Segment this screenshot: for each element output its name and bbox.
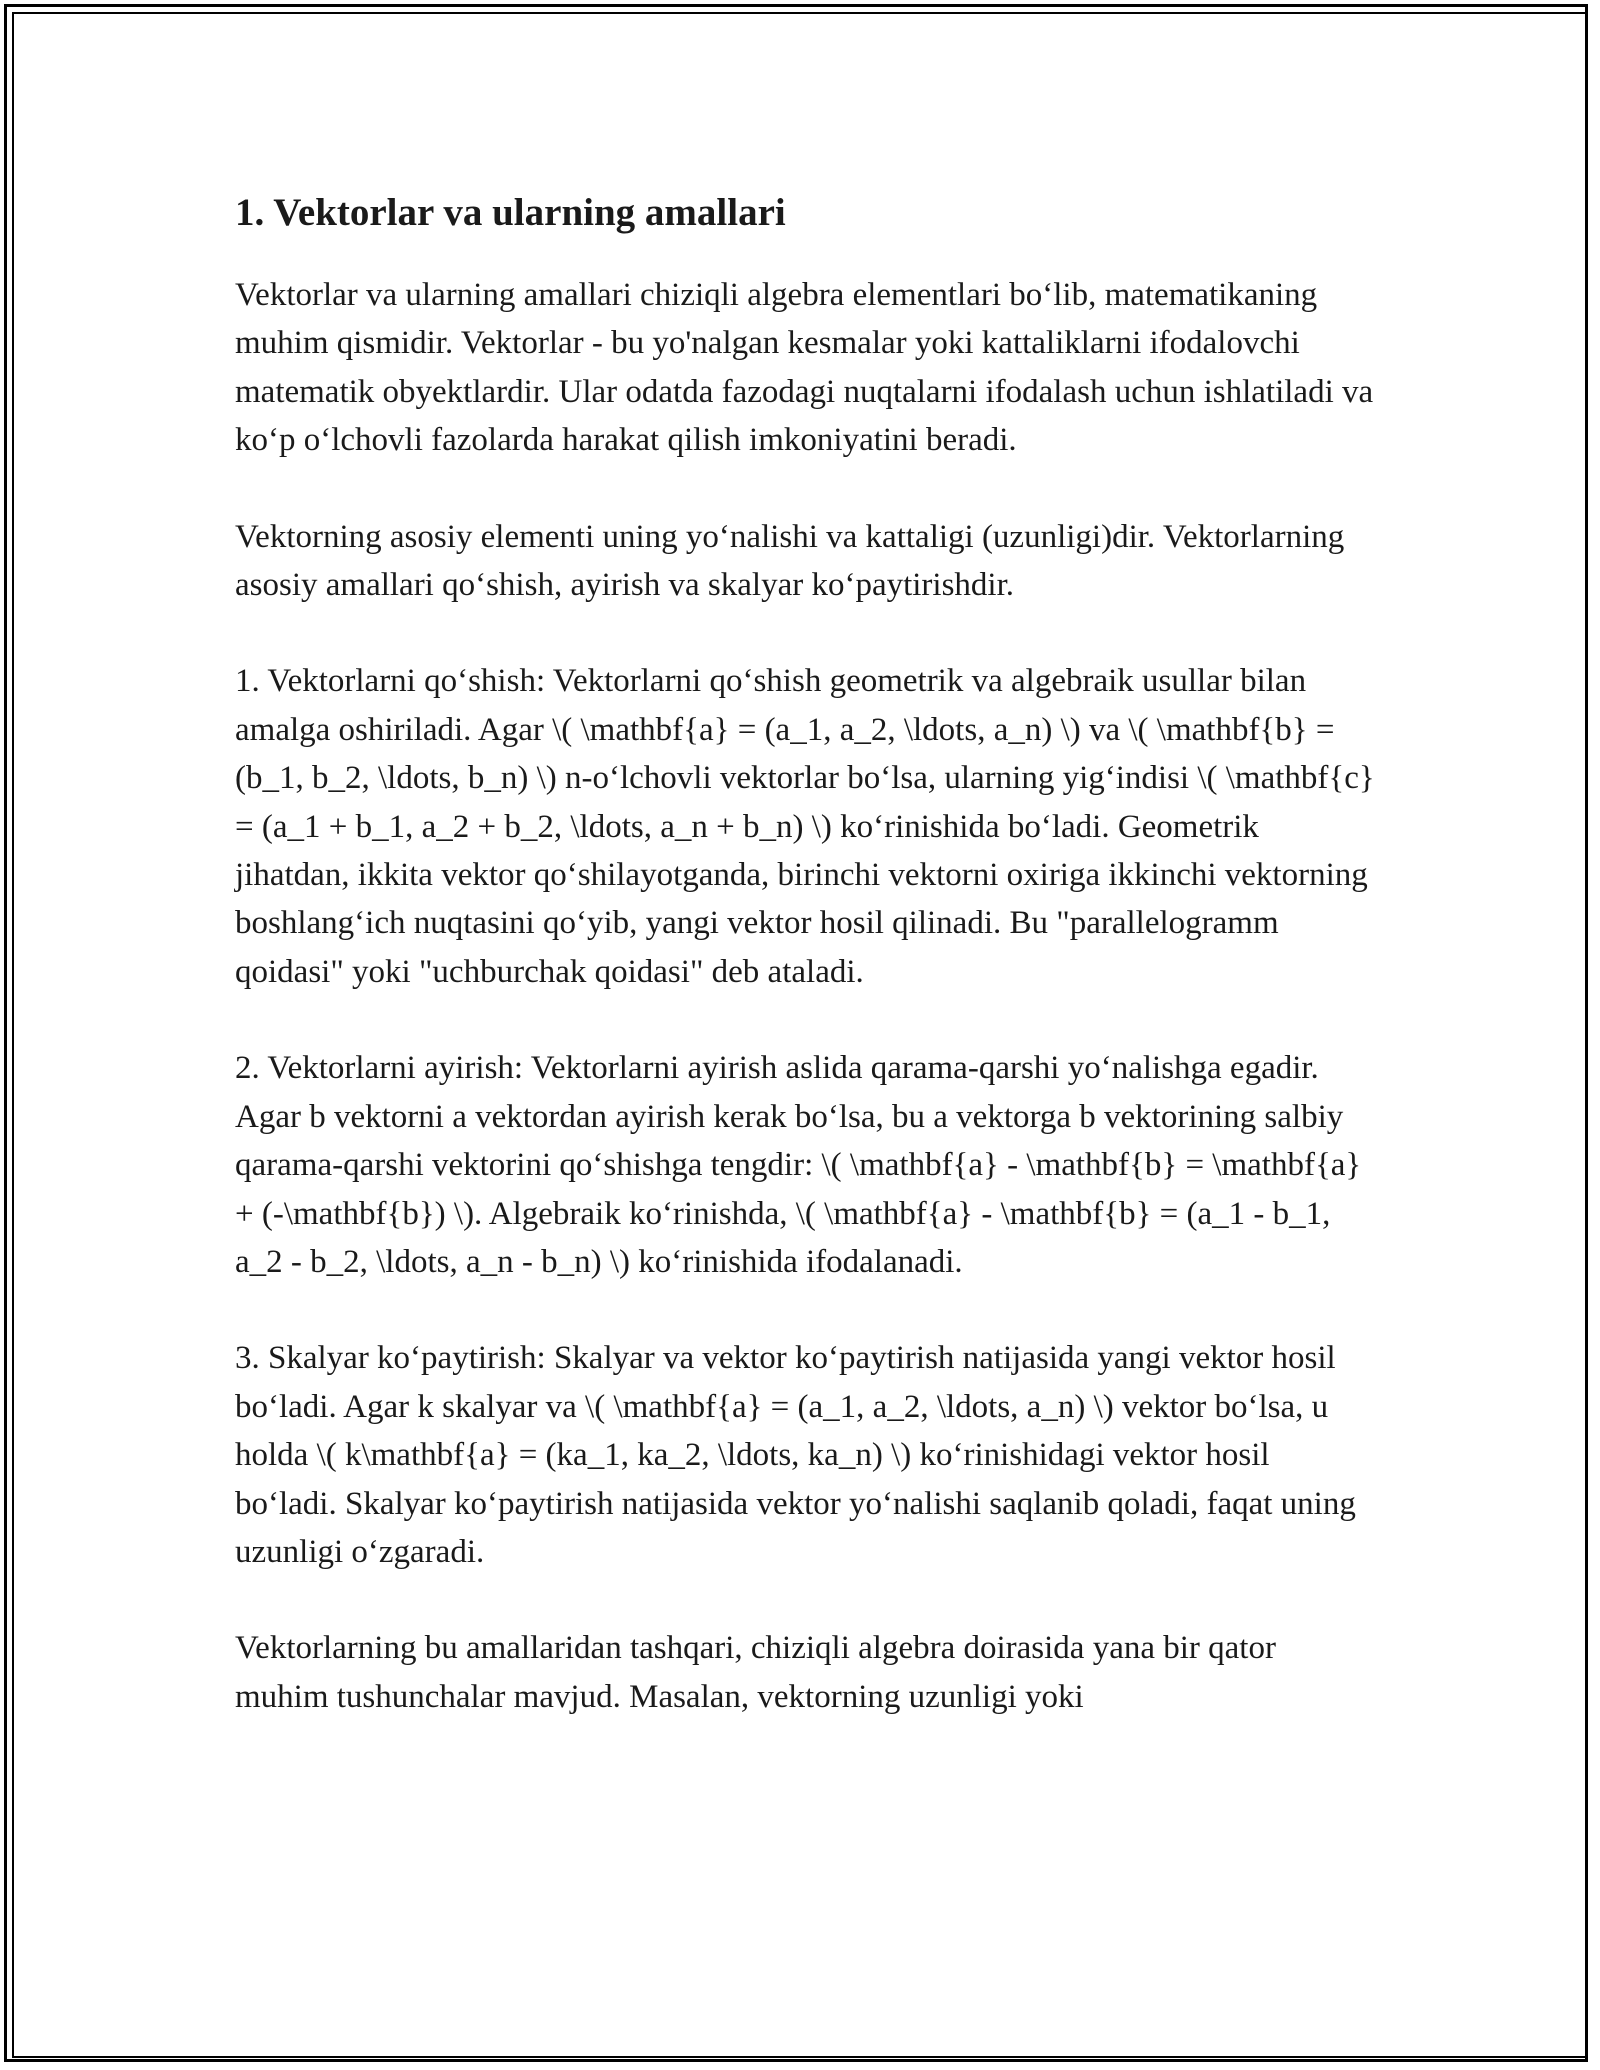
paragraph-other-concepts: Vektorlarning bu amallaridan tashqari, chiziqli algebra doirasida yana bir qator muhim tushunchalar mavjud. Masalan, vektorning uzunligi yoki	[235, 1630, 1276, 1715]
paragraph-addition: 1. Vektorlarni qo‘shish: Vektorlarni qo‘shish geometrik va algebraik usullar bilan amalga oshiriladi. Agar \( \mathbf{a} = (a_1, a_2, \ldots, a_n) \) va \( \mathbf{b} = (b_1, b_2, \ldots, b_n) \) n-o‘lchovli vektorlar bo‘lsa, ularning yig‘indisi \( \mathbf{c} = (a_1 + b_1, a_2 + b_2, \ldots, a_n + b_n) \) ko‘rinishida bo‘ladi. Geometrik jihatdan, ikkita vektor qo‘shilayotganda, birinchi vektorni oxiriga ikkinchi vektorning boshlang‘ich nuqtasini qo‘yib, yangi vektor hosil qilinadi. Bu "parallelogramm qoidasi" yoki "uchburchak qoidasi" deb ataladi.	[235, 663, 1375, 990]
paragraph-subtraction: 2. Vektorlarni ayirish: Vektorlarni ayirish aslida qarama-qarshi yo‘nalishga egadir. Agar b vektorni a vektordan ayirish kerak bo‘lsa, bu a vektorga b vektorining salbiy qarama-qarshi vektorini qo‘shishga tengdir: \( \mathbf{a} - \mathbf{b} = \mathbf{a} + (-\mathbf{b}) \). Algebraik ko‘rinishda, \( \mathbf{a} - \mathbf{b} = (a_1 - b_1, a_2 - b_2, \ldots, a_n - b_n) \) ko‘rinishida ifodalanadi.	[235, 1050, 1362, 1280]
paragraph-scalar-multiplication: 3. Skalyar ko‘paytirish: Skalyar va vektor ko‘paytirish natijasida yangi vektor hosil bo‘ladi. Agar k skalyar va \( \mathbf{a} = (a_1, a_2, \ldots, a_n) \) vektor bo‘lsa, u holda \( k\mathbf{a} = (ka_1, ka_2, \ldots, ka_n) \) ko‘rinishidagi vektor hosil bo‘ladi. Skalyar ko‘paytirish natijasida vektor yo‘nalishi saqlanib qoladi, faqat uning uzunligi o‘zgaradi.	[235, 1340, 1356, 1570]
section-heading: 1. Vektorlar va ularning amallari	[235, 191, 786, 234]
paragraph-elements: Vektorning asosiy elementi uning yo‘nalishi va kattaligi (uzunligi)dir. Vektorlarning asosiy amallari qo‘shish, ayirish va skalyar ko‘paytirishdir.	[235, 518, 1345, 604]
paragraph-intro: Vektorlar va ularning amallari chiziqli algebra elementlari bo‘lib, matematikaning muhim qismidir. Vektorlar - bu yo'nalgan kesmalar yoki kattaliklarni ifodalovchi matematik obyektlardir. Ular odatda fazodagi nuqtalarni ifodalash uchun ishlatiladi va ko‘p o‘lchovli fazolarda harakat qilish imkoniyatini beradi.	[235, 277, 1374, 459]
document-body	[235, 185, 1375, 1721]
